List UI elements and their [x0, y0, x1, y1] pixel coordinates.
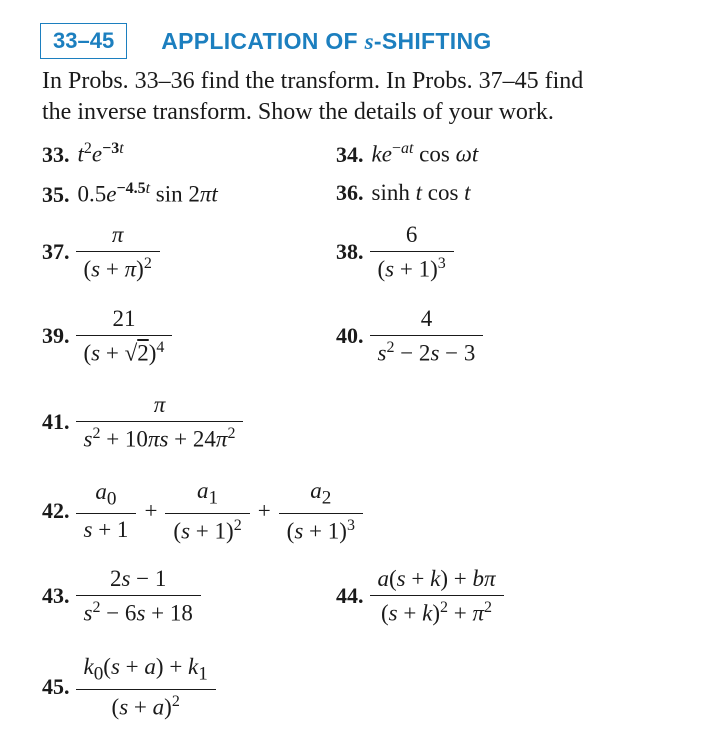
problem-40: 40. $\frac{4}{s^2 - 2s - 3}$ — [336, 306, 481, 367]
problem-41: 41. $\frac{\pi}{s^2 + 10\pi s + 24\pi^2}$ — [42, 392, 241, 453]
problem-42: 42. $\frac{a_0}{s + 1}$ + $\frac{a_1}{(s + 1)^2}$ + $\frac{a_2}{(s + 1)^3}$ — [42, 478, 361, 544]
problem-36: 36. sinh t cos t — [336, 180, 471, 205]
problem-37: 37. $\frac{\pi}{(s + \pi)^2}$ — [42, 222, 158, 283]
problem-43: 43. $\frac{2s - 1}{s^2 - 6s + 18}$ — [42, 566, 199, 627]
problem-45: 45. $\frac{k_0(s + a) + k_1}{(s + a)^2}$ — [42, 654, 214, 720]
problem-38: 38. $\frac{6}{(s + 1)^3}$ — [336, 222, 452, 283]
section-title: APPLICATION OF s-SHIFTING — [161, 27, 492, 54]
problem-34: 34. $ke^{-at}$ cos ωt — [336, 140, 479, 167]
problem-35: 35. $0.5e^{-4.5t}$ sin 2πt — [42, 180, 218, 207]
instructions-line-1: In Probs. 33–36 find the transform. In Probs. 37–45 find — [42, 68, 584, 94]
problem-44: 44. $\frac{a(s + k) + b\pi}{(s + k)^2 + \pi^2}$ — [336, 566, 502, 627]
instructions — [42, 66, 692, 128]
section-header — [40, 22, 492, 60]
problem-range-box: 33–45 — [40, 23, 127, 59]
instructions-line-2: the inverse transform. Show the details of your work. — [42, 99, 554, 125]
problem-39: 39. $\frac{21}{(s + √2)^4}$ — [42, 306, 170, 367]
problem-33: 33. $t^2e^{-3t}$ — [42, 140, 124, 167]
